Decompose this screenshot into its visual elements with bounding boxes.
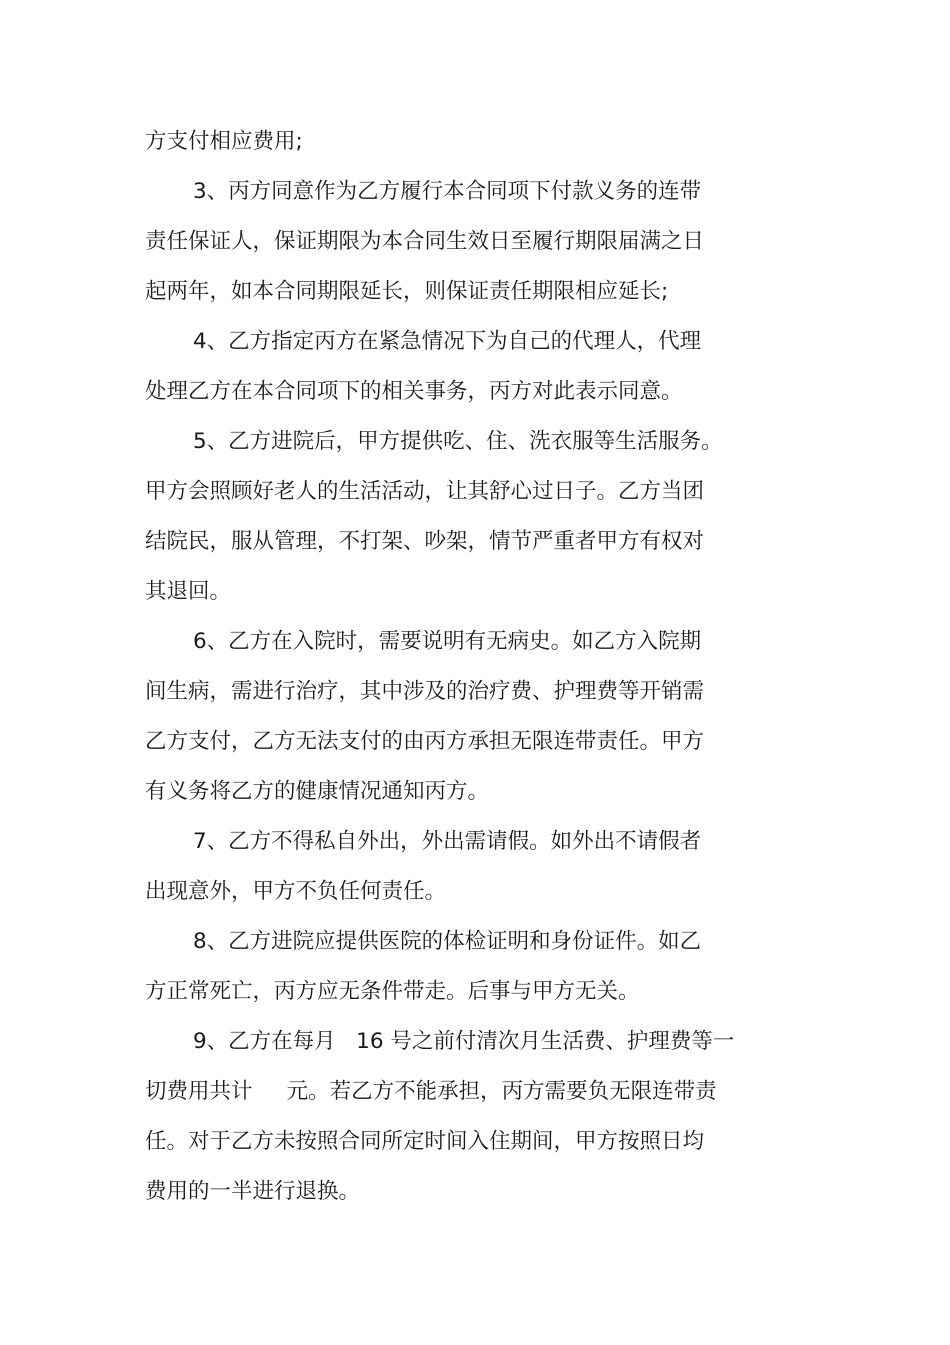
clause-5-line: 5、乙方进院后，甲方提供吃、住、洗衣服等生活服务。 [193, 429, 723, 454]
text-line: 其退回。 [145, 579, 232, 604]
clause-6-line: 6、乙方在入院时，需要说明有无病史。如乙方入院期 [193, 629, 702, 654]
text-line: 方正常死亡，丙方应无条件带走。后事与甲方无关。 [145, 979, 640, 1004]
text-line: 起两年，如本合同期限延长，则保证责任期限相应延长; [145, 279, 669, 304]
clause-3-line: 3、丙方同意作为乙方履行本合同项下付款义务的连带 [193, 179, 702, 204]
clause-7-line: 7、乙方不得私自外出，外出需请假。如外出不请假者 [193, 829, 702, 854]
text-line: 切费用共计 元。若乙方不能承担，丙方需要负无限连带责 [145, 1079, 717, 1104]
text-line: 甲方会照顾好老人的生活活动，让其舒心过日子。乙方当团 [145, 479, 705, 504]
text-line: 结院民，服从管理，不打架、吵架，情节严重者甲方有权对 [145, 529, 705, 554]
text-line: 出现意外，甲方不负任何责任。 [145, 879, 447, 904]
text-line: 乙方支付，乙方无法支付的由丙方承担无限连带责任。甲方 [145, 729, 705, 754]
text-line: 处理乙方在本合同项下的相关事务，丙方对此表示同意。 [145, 379, 683, 404]
text-line: 费用的一半进行退换。 [145, 1179, 361, 1204]
text-line: 有义务将乙方的健康情况通知丙方。 [145, 779, 490, 804]
text-line: 责任保证人，保证期限为本合同生效日至履行期限届满之日 [145, 229, 705, 254]
text-line: 间生病，需进行治疗，其中涉及的治疗费、护理费等开销需 [145, 679, 705, 704]
text-line: 方支付相应费用; [145, 129, 303, 154]
clause-8-line: 8、乙方进院应提供医院的体检证明和身份证件。如乙 [193, 929, 702, 954]
clause-9-line: 9、乙方在每月 16 号之前付清次月生活费、护理费等一 [193, 1029, 735, 1054]
clause-4-line: 4、乙方指定丙方在紧急情况下为自己的代理人，代理 [193, 329, 702, 354]
text-line: 任。对于乙方未按照合同所定时间入住期间，甲方按照日均 [145, 1129, 705, 1154]
